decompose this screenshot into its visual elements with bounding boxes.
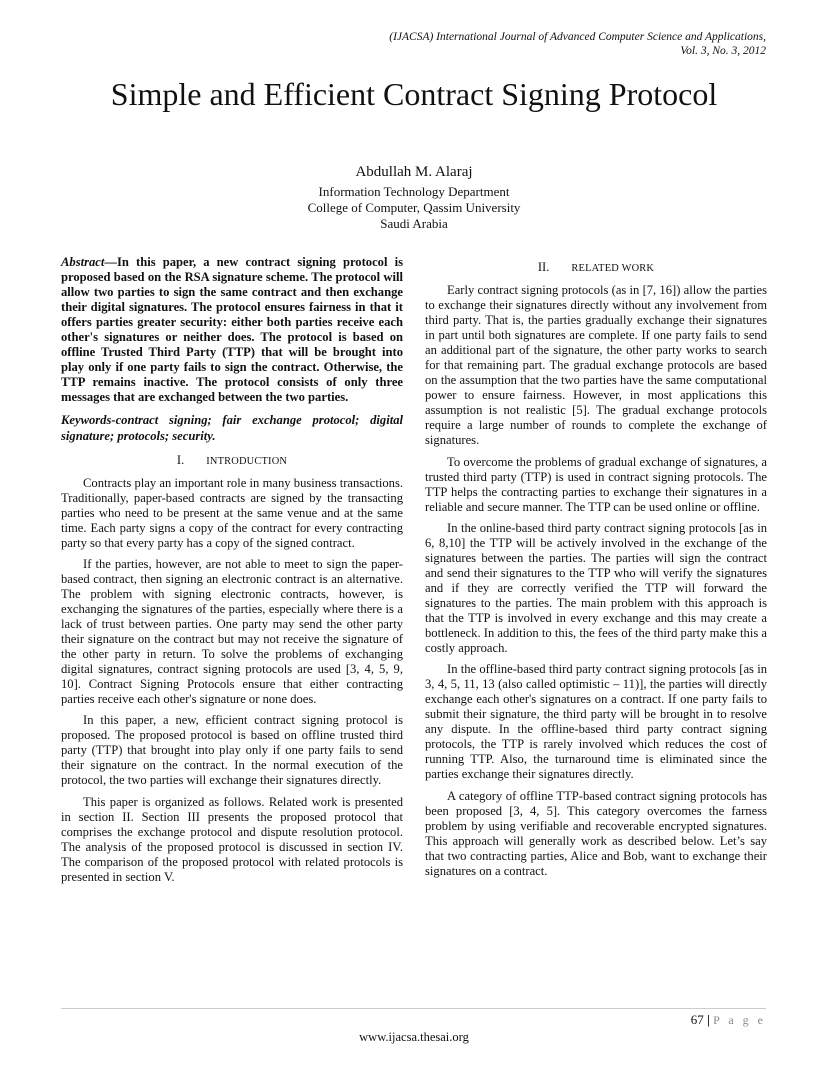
section-number: I.: [176, 452, 185, 467]
author-name: Abdullah M. Alaraj: [355, 164, 473, 180]
author-block: [0, 162, 828, 232]
journal-line-1: (IJACSA) International Journal of Advanced Computer Science and Applications,: [389, 31, 766, 43]
section-number: II.: [537, 260, 550, 274]
right-column: [425, 255, 767, 885]
section-title: INTRODUCTION: [206, 455, 288, 467]
paragraph: To overcome the problems of gradual exchange of signatures, a trusted third party (TTP) is used in contract signing protocols. The TTP helps the contracting parties to exchange their signatures in a reliable and secure manner. The TTP can be used online or offline.: [425, 454, 767, 514]
affiliation-line: Saudi Arabia: [380, 216, 448, 231]
section-title: RELATED WORK: [571, 263, 655, 274]
affiliation-line: Information Technology Department: [318, 184, 510, 199]
paper-title: Simple and Efficient Contract Signing Protocol: [110, 76, 718, 112]
page-number-block: [691, 1012, 766, 1028]
journal-url: www.ijacsa.thesai.org: [359, 1030, 469, 1044]
page-separator: |: [706, 1012, 710, 1027]
paragraph: In the offline-based third party contract signing protocols [as in 3, 4, 5, 11, 13 (also called optimistic – 11)], the parties will directly exchange each other's signatures on a contract. If one party fails to submit their signature, the third party will be brought in to resolve any dispute. In the offline-based third party contract signing protocols, the TTP is rarely involved which reduces the cost of running TTP. Also, the turnaround time is eliminated since the parties exchange their signatures directly.: [425, 662, 767, 782]
journal-line-2: Vol. 3, No. 3, 2012: [680, 45, 766, 57]
abstract: [61, 255, 403, 405]
footer-divider: [61, 1008, 766, 1009]
page-label: P a g e: [713, 1013, 766, 1027]
page-number: 67: [690, 1012, 704, 1027]
abstract-label: Abstract: [61, 255, 105, 269]
keywords: Keywords-contract signing; fair exchange protocol; digital signature; protocols; security.: [61, 413, 403, 443]
paragraph: A category of offline TTP-based contract signing protocols has been proposed [3, 4, 5]. This category overcomes the farness problem by using verifiable and recoverable encrypted signatures. This approach will generally work as described below. Let’s say that two contracting parties, Alice and Bob, want to exchange their signatures on a contract.: [425, 788, 767, 878]
paragraph: This paper is organized as follows. Related work is presented in section II. Section III presents the proposed protocol that comprises the exchange protocol and dispute resolution protocol. The analysis of the proposed protocol is discussed in section IV. The comparison of the proposed protocol with related protocols is presented in section V.: [61, 794, 403, 884]
paragraph: If the parties, however, are not able to meet to sign the paper-based contract, then signing an electronic contract is an alternative. The problem with signing electronic contracts, however, is exchanging the signatures of the parties, especially where there is a lack of trust between parties. One party may send the other party their signature on the contract but may not receive the signature of the other party in return. To solve the problems of exchanging digital signatures, contract signing protocols are used [3, 4, 5, 9, 10]. Contract Signing Protocols ensure that either contracting parties receive each other's signature or none does.: [61, 556, 403, 707]
paragraph: In this paper, a new, efficient contract signing protocol is proposed. The proposed protocol is based on offline trusted third party (TTP) that brought into play only if one party fails to send their signature on the contract. In the normal execution of the protocol, the two parties will exchange their signatures directly.: [61, 713, 403, 788]
left-column: [61, 255, 403, 891]
section-heading-related-work: [425, 259, 767, 277]
journal-header: [246, 30, 766, 58]
paragraph: Contracts play an important role in many business transactions. Traditionally, paper-based contracts are signed by the transacting parties who need to be present at the same venue and at the same time. Each party signs a copy of the contract for every contracting party so that every party has a copy of the signed contract.: [61, 475, 403, 550]
affiliation-line: College of Computer, Qassim University: [307, 200, 521, 215]
paragraph: Early contract signing protocols (as in [7, 16]) allow the parties to exchange their signatures directly without any involvement from third party. That is, the parties gradually exchange their signatures in part until both signatures are complete. If one party fails to send an additional part of the signature, the other party works to search for that remaining part. The gradual exchange protocols are based on the assumption that the two parties have the same computational power to ensure fairness. However, in most applications this assumption is not realistic [5]. The gradual exchange protocols require a large number of rounds to complete the exchange of signatures.: [425, 283, 767, 448]
paragraph: In the online-based third party contract signing protocols [as in 6, 8,10] the TTP will be actively involved in the exchange of the signatures between the parties. The parties will sign the contract and send their signatures to the TTP who will verify the signatures and if they are correctly verified the TTP will forward the signatures to the parties. The main problem with this approach is that the TTP is involved in every exchange and this may create a bottleneck. In addition to this, the fees of the third party make this a costly approach.: [425, 520, 767, 656]
section-heading-introduction: [61, 452, 403, 470]
abstract-text: —In this paper, a new contract signing protocol is proposed based on the RSA signature scheme. The protocol will allow two parties to sign the same contract and then exchange their digital signatures. The protocol ensures fairness in that it offers parties greater security: either both parties receive each other's signatures or neither does. The protocol is based on offline Trusted Third Party (TTP) that will be brought into play only if one party fails to sign the contract. Otherwise, the TTP remains inactive. The protocol consists of only three messages that are exchanged between the two parties.: [61, 255, 403, 405]
